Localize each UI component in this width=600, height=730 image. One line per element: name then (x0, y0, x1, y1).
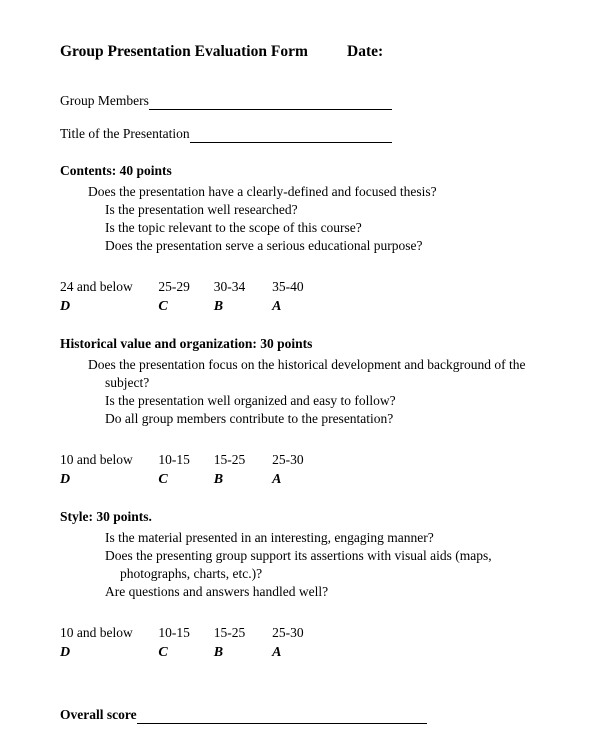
grade-row (60, 643, 542, 662)
scale-range: 25-30 (272, 625, 304, 640)
grade-letter: B (213, 299, 224, 314)
question: Is the topic relevant to the scope of this course? (105, 220, 362, 235)
presentation-title-label: Title of the Presentation (60, 126, 190, 141)
grade-letter: A (272, 299, 282, 314)
overall-score-field (60, 706, 427, 724)
score-scale-row (60, 278, 542, 296)
scale-range: 25-29 (158, 279, 190, 294)
group-members-label: Group Members (60, 93, 149, 108)
grade-letter: D (60, 299, 71, 314)
group-members-field (60, 92, 392, 110)
scale-range: 10-15 (158, 452, 190, 467)
section-contents (60, 162, 542, 316)
question: Are questions and answers handled well? (105, 584, 329, 599)
grade-letter: C (158, 645, 168, 660)
scale-range: 15-25 (213, 452, 246, 467)
grade-letter: A (272, 645, 282, 660)
overall-score-input-line[interactable] (137, 708, 427, 724)
presentation-title-input-line[interactable] (190, 127, 392, 143)
section-heading: Contents: 40 points (60, 163, 172, 178)
scale-range: 30-34 (213, 279, 246, 294)
section-style (60, 508, 542, 662)
question: Does the presentation focus on the historical development and background of the subject? (88, 357, 526, 390)
grade-row (60, 470, 542, 489)
scale-range: 10 and below (60, 452, 133, 467)
section-heading: Style: 30 points. (60, 509, 152, 524)
question: Does the presenting group support its assertions with visual aids (maps, photographs, charts, etc.)? (105, 548, 492, 581)
question: Is the presentation well organized and easy to follow? (105, 393, 396, 408)
scale-range: 15-25 (213, 625, 246, 640)
grade-letter: D (60, 472, 71, 487)
grade-letter: C (158, 472, 168, 487)
group-members-input-line[interactable] (149, 94, 392, 110)
grade-row (60, 297, 542, 316)
question: Do all group members contribute to the presentation? (105, 411, 394, 426)
question: Is the presentation well researched? (105, 202, 298, 217)
question: Does the presentation serve a serious educational purpose? (105, 238, 423, 253)
section-heading: Historical value and organization: 30 points (60, 336, 313, 351)
scale-range: 35-40 (272, 279, 304, 294)
score-scale-row (60, 451, 542, 469)
grade-letter: C (158, 299, 168, 314)
grade-letter: B (213, 645, 224, 660)
grade-letter: A (272, 472, 282, 487)
question: Is the material presented in an interesting, engaging manner? (105, 530, 434, 545)
section-historical (60, 335, 542, 489)
grade-letter: D (60, 645, 71, 660)
scale-range: 25-30 (272, 452, 304, 467)
scale-range: 10 and below (60, 625, 133, 640)
score-scale-row (60, 624, 542, 642)
scale-range: 10-15 (158, 625, 190, 640)
scale-range: 24 and below (60, 279, 133, 294)
page-title: Group Presentation Evaluation Form (60, 43, 308, 60)
overall-score-label: Overall score (60, 707, 137, 722)
grade-letter: B (213, 472, 224, 487)
date-label: Date: (347, 43, 384, 60)
form-header (60, 42, 542, 62)
presentation-title-field (60, 125, 392, 143)
question: Does the presentation have a clearly-defined and focused thesis? (88, 184, 437, 199)
